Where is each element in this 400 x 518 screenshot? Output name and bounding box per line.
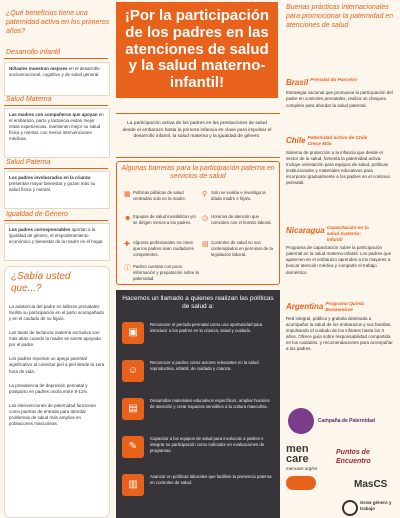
know-title: ¿Sabía usted que...? [11,271,71,294]
calendar-icon: ▣ [122,322,144,344]
call-item: ▥ Avanzar en políticas laborales que faciliten la presencia paterna en controles de salud. [122,474,274,508]
logo-grow: Grow género y trabajo [360,500,392,511]
logo-puntos: Puntos de Encuentro [336,449,371,466]
program-name: Capacitación en la salud materno-infantil [326,226,369,243]
middle-column: ¡Por la participación de los padres en las atenciones de salud y la salud materno-infantil! La participación activa de los padres en las prestaciones de salud desde el embarazo hasta la primera infancia es clave para impulsar el desarrollo infantil, la salud materna y la igualdad de género. Algunas barreras para la participación paterna en servicios de salud ▦ Políticas públicas de salud centradas solo en la madre. ⚲ Solo se evalúa e investiga la díada madre e hija/o. ☻ Equipos de salud invisibilizan y/o se dirigen menos a los padres. ◷ Horarios de atención que coinciden con el horario laboral. ✚ Algunos profesionales no creen que los padres sean cuidadores competentes. ▤ Controles de salud no son contemplados en permisos de la legislación laboral. ⓘ Padres cuentan con poca información y preparación sobre la paternidad. Hacemos un llamado a quienes realizan las políticas de salud a: ▣ Reconocer el periodo perinatal como una oportunidad para introducir a los padres en la crianza, salud y cuidado. ☺ Reconocer a padres como actores relevantes en la salud reproductiva, infantil, de cuidado y crianza. ▤ Desarrollar materiales educativos específicos, ampliar horarios de atención y crear espacios sensibles a la cultura masculina. ✎ Capacitar a los equipos de salud para involucrar a padres e integrar su participación como indicador en evaluaciones de programas. ▥ Avanzar en políticas laborales que faciliten la presencia paterna en controles de salud. [116,0,280,518]
title-box [116,2,278,98]
section-heading-desarrollo: Desarrollo infantil [6,49,61,56]
program-name: Paternidad activa de Chile Crece Más [307,136,368,147]
page-title: ¡Por la participación de los padres en las atenciones de salud y la salud materno-infantil! [124,7,270,92]
magnifier-icon: ⚲ [202,191,208,198]
call-item: ▣ Reconocer el periodo perinatal como una oportunidad para introducir a los padres en la crianza, salud y cuidado. [122,322,274,356]
materials-icon: ▤ [122,398,144,420]
logo-campana: Campaña de Paternidad [318,418,375,424]
campana-logo-icon [288,408,314,434]
country-block-chile [286,136,394,186]
logo-mascs: MasCS [354,479,388,490]
call-item: ▤ Desarrollar materiales educativos específicos, ampliar horarios de atención y crear espacios sensibles a la cultura masculina. [122,398,274,432]
country-block-nicaragua [286,226,394,276]
know-box [4,266,110,518]
section-box-igualdad [4,223,110,261]
divider [4,220,108,221]
section-heading-salud-paterna: Salud Paterna [6,159,51,166]
benefits-question-title: ¿Qué beneficios tiene una paternidad activa en los primeros años? [6,10,110,35]
training-icon: ✎ [122,436,144,458]
doctor-icon: ✚ [124,241,130,248]
fact-item: Las intervenciones de paternidad funcionan como puertas de entrada para abordar problemas de salud más amplios en poblaciones masculinas. [9,402,97,426]
section-box-salud-materna [4,108,110,158]
divider [4,168,108,169]
logo-mencare: men care [286,443,309,466]
country-desc: Red integral, pública y gratuita destinada a acompañar la salud de los embarazos y sus familias, impulsando el cuidado de los infantes hasta los 3 años. Ofrece guía sobre responsabilidad compartida en los cuidados, y recomendaciones para acompañar a los padres. [286,315,393,351]
country-desc: Programa de capacitación sobre la participación paternal en la salud materno-infantil. Los padres que aparecen en el embarazo aprenden a los mayores a buscar atención médica y compartir el trabajo doméstico. [286,245,392,275]
call-item: ☺ Reconocer a padres como actores relevantes en la salud reproductiva, infantil, de cuidado y crianza. [122,360,274,394]
program-name: Programa Quinta Bonaerense [325,302,365,313]
clock-icon: ◷ [202,215,209,222]
team-icon: ☻ [124,215,132,222]
section-box-desarrollo [4,62,110,96]
fact-item: Los padres reportan un apego parental significativo al conectar piel a piel desde la 1era hora de vida. [9,356,105,374]
body-text: presentan mayor bienestar y gozan más su salud física y mental. [9,181,96,193]
right-column [284,0,396,518]
section-heading-igualdad: Igualdad de Género [6,211,68,218]
right-title: Buenas prácticas internacionales para promocionar la paternidad en atenciones de salud [286,4,394,29]
divider [4,58,108,59]
divider [116,157,280,158]
body-text: en el embarazo, parto y lactancia evitan mejor estas experiencias, mantienen mejor su salud física y mental, con menor intervenciones médicas. [9,112,104,142]
family-icon: ☺ [122,360,144,382]
call-item: ✎ Capacitar a los equipos de salud para involucrar a padres e integrar su participación como indicador en evaluaciones de programas. [122,436,274,470]
divider [4,105,108,106]
body-text: en el desarrollo socioemocional, cognitivo y de salud general. [9,66,100,78]
call-title: Hacemos un llamado a quienes realizan las políticas de salud a: [122,295,274,311]
eme-logo-icon [286,476,316,490]
info-icon: ⓘ [124,265,131,272]
bold-text: Los padres corresponsables [9,227,71,232]
program-name: Prenatal do Parceiro [310,78,357,83]
logos-area [284,404,396,516]
country-block-argentina [286,302,394,352]
body-text: aportan a la igualdad de género, el empoderamiento económico y bienestar de la madre en el hogar. [9,227,104,245]
bold-text: Niñas/es muestran mejores [9,66,68,71]
fact-item: La asistencia del padre en talleres prenatales facilita su participación en el parto acompañado y en el cuidado de su hija/o. [9,304,105,322]
barriers-title: Algunas barreras para la participación paterna en servicios de salud [121,165,275,181]
section-box-salud-paterna [4,171,110,209]
country-desc: Estrategia nacional que promueve la participación del padre en controles prenatales, realiza un chequeo completo para abordar la salud paternal. [286,90,393,108]
document-icon: ▤ [202,241,209,248]
divider [116,113,280,114]
logo-mencare-url: mencare.org/es [286,466,318,471]
left-column [4,0,112,518]
country-name: Chile [286,136,306,145]
briefcase-icon: ▥ [122,474,144,496]
intro-text: La participación activa de los padres en las prestaciones de salud desde el embarazo hasta la primera infancia es clave para impulsar el desarrollo infantil, la salud materna y la igualdad de género. [122,121,272,140]
bold-text: Las madres con compañeros que apoyan [9,112,98,117]
country-name: Nicaragua [286,226,325,235]
grow-logo-icon [342,500,358,516]
country-name: Argentina [286,302,324,311]
section-heading-salud-materna: Salud Materna [6,96,52,103]
building-icon: ▦ [124,191,131,198]
fact-item: La prevalencia de depresión perinatal y postparto en padres oscila entre 8-11%. [9,382,89,394]
country-desc: Sistema de protección a la infancia que desde el sector de la salud, fomenta la paternidad activa. Incluye orientación para equipos de salud, políticas institucionales y materiales educativos para incorporar gradualmente a los padres en el continuo perinatal. [286,149,391,185]
bold-text: Los padres involucrados en la crianza [9,175,91,180]
country-name: Brasil [286,78,309,87]
call-to-action-box [116,290,280,518]
country-block-brasil [286,78,394,109]
fact-item: Las tasas de lactancia materna exclusiva son más altas cuando la madre se siente apoyada por el padre. [9,330,101,348]
